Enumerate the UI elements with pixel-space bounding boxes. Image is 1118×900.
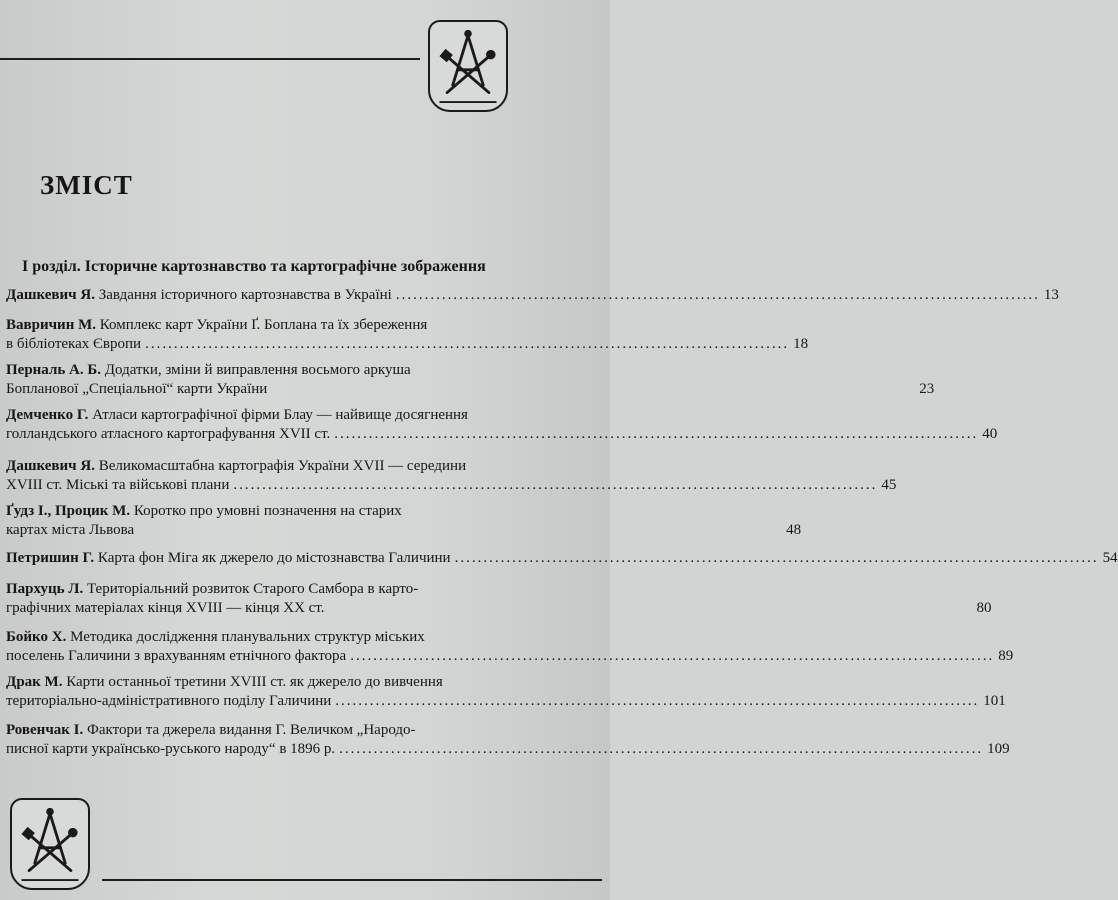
entry-author: Петришин Г. xyxy=(6,550,95,566)
top-rule xyxy=(0,58,420,60)
entry-title: Територіальний розвиток Старого Самбора в карто- xyxy=(86,581,419,597)
toc-entry[interactable] xyxy=(6,406,998,444)
toc-entry[interactable] xyxy=(6,457,897,495)
entry-author: Вавричин М. xyxy=(6,317,96,333)
entry-author: Дашкевич Я. xyxy=(6,458,95,474)
entry-title-cont: писної карти українсько-руського народу“ в 1896 р. xyxy=(6,741,336,757)
leader-dots: ................................................................................................................ xyxy=(335,693,980,709)
compass-emblem-icon xyxy=(428,20,508,112)
entry-title: Карта фон Міга як джерело до містознавства Галичини xyxy=(97,550,451,566)
entry-page: 40 xyxy=(982,426,998,442)
entry-author: Драк М. xyxy=(6,674,63,690)
entry-title-cont: графічних матеріалах кінця XVIII — кінця XX ст. xyxy=(6,600,325,616)
entry-title-cont: голландського атласного картографування XVII ст. xyxy=(6,426,331,442)
section-heading: І розділ. Історичне картознавство та картографічне зображення xyxy=(22,258,486,275)
entry-title-cont: Бопланової „Спеціальної“ карти України xyxy=(6,381,268,397)
entry-author: Ґудз І., Процик М. xyxy=(6,503,131,519)
page-title: ЗМІСТ xyxy=(40,170,133,200)
entry-title: Завдання історичного картознавства в Україні xyxy=(98,287,392,303)
leader-dots: ................................................................................................................ xyxy=(454,550,1099,566)
toc-entry[interactable] xyxy=(6,502,802,540)
toc-entry[interactable] xyxy=(6,628,1014,666)
entry-author: Пархуць Л. xyxy=(6,581,84,597)
leader-dots: ................................................................................................................ xyxy=(233,477,878,493)
entry-title: Коротко про умовні позначення на старих xyxy=(133,503,402,519)
entry-title: Комплекс карт України Ґ. Боплана та їх збереження xyxy=(99,317,428,333)
toc-entry[interactable] xyxy=(6,361,935,399)
leader-dots: ................................................................................................................ xyxy=(334,426,979,442)
entry-page: 13 xyxy=(1043,287,1059,303)
entry-page: 101 xyxy=(983,693,1006,709)
entry-page: 89 xyxy=(998,648,1014,664)
entry-title: Великомасштабна картографія України XVII — середини xyxy=(98,458,467,474)
toc-entry[interactable] xyxy=(6,580,992,618)
leader-dots: ................................................................................................................ xyxy=(350,648,995,664)
toc-entry[interactable] xyxy=(6,286,1059,305)
entry-author: Демченко Г. xyxy=(6,407,89,423)
entry-author: Дашкевич Я. xyxy=(6,287,95,303)
toc-entry[interactable] xyxy=(6,316,809,354)
toc-entry[interactable] xyxy=(6,549,1118,568)
entry-author: Перналь А. Б. xyxy=(6,362,102,378)
entry-title-cont: картах міста Львова xyxy=(6,522,135,538)
bottom-rule xyxy=(102,879,602,881)
entry-title-cont: територіально-адміністративного поділу Галичини xyxy=(6,693,332,709)
entry-author: Ровенчак І. xyxy=(6,722,84,738)
toc-entry[interactable] xyxy=(6,721,1010,759)
leader-dots: ................................................................................................................ xyxy=(145,336,790,352)
entry-page: 80 xyxy=(976,600,992,616)
entry-page: 109 xyxy=(987,741,1010,757)
entry-page: 45 xyxy=(881,477,897,493)
entry-page: 23 xyxy=(919,381,935,397)
leader-dots: ................................................................................................................ xyxy=(395,287,1040,303)
entry-page: 48 xyxy=(786,522,802,538)
leader-dots: ................................................................................................................ xyxy=(339,741,984,757)
entry-title: Атласи картографічної фірми Блау — найвище досягнення xyxy=(92,407,468,423)
entry-page: 18 xyxy=(793,336,809,352)
entry-title-cont: XVIII ст. Міські та військові плани xyxy=(6,477,230,493)
compass-emblem-icon xyxy=(10,798,90,890)
entry-title-cont: в бібліотеках Європи xyxy=(6,336,142,352)
entry-title: Фактори та джерела видання Г. Величком „Народо- xyxy=(87,722,416,738)
entry-author: Бойко Х. xyxy=(6,629,67,645)
entry-title: Додатки, зміни й виправлення восьмого аркуша xyxy=(104,362,411,378)
toc-entry[interactable] xyxy=(6,673,1006,711)
entry-page: 54 xyxy=(1102,550,1118,566)
entry-title: Методика дослідження планувальних структур міських xyxy=(70,629,425,645)
entry-title-cont: поселень Галичини з врахуванням етнічного фактора xyxy=(6,648,347,664)
entry-title: Карти останньої третини XVIII ст. як джерело до вивчення xyxy=(66,674,443,690)
